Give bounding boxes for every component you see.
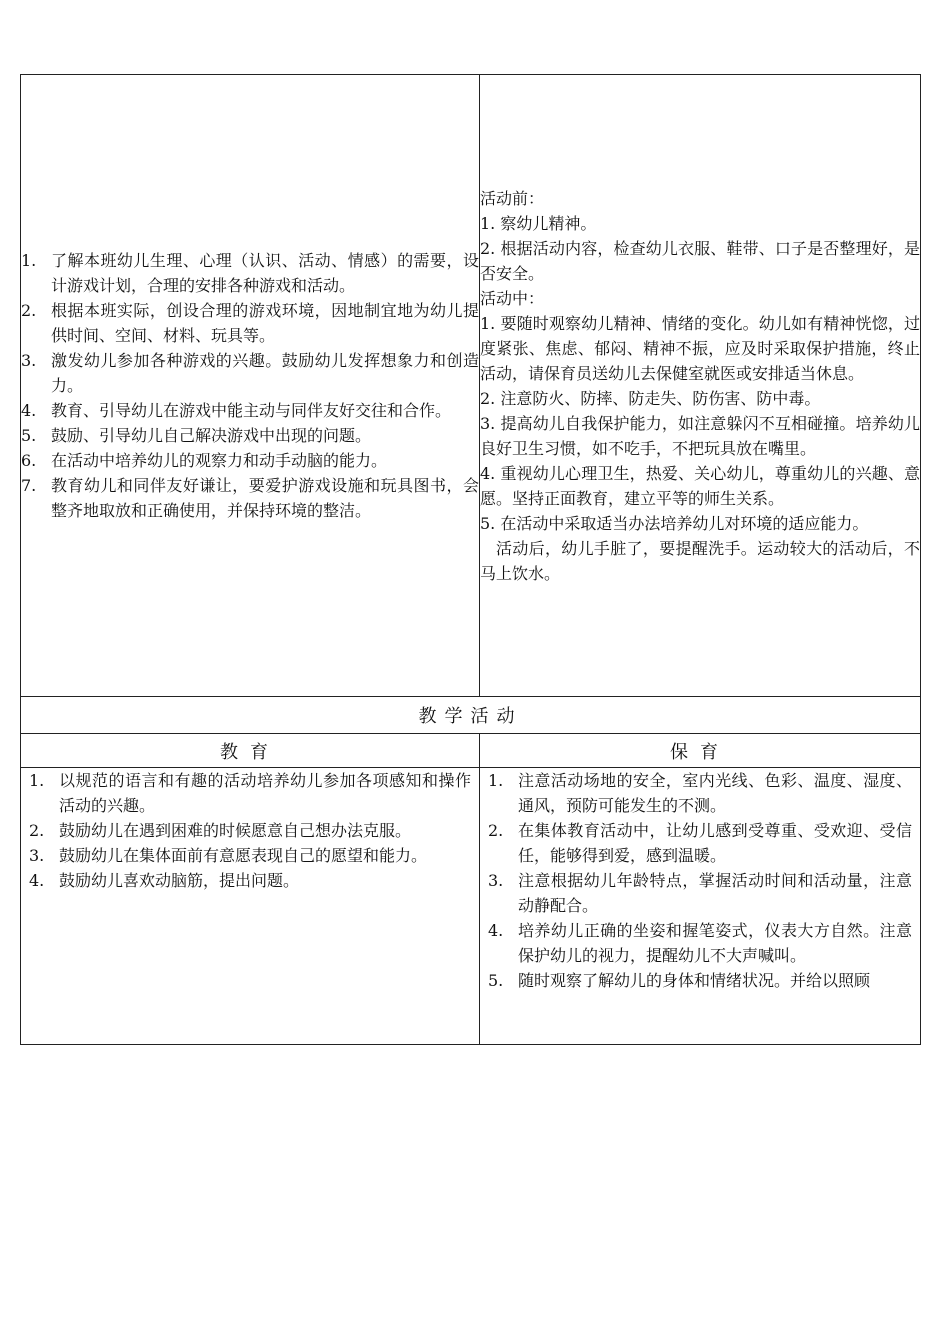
care-paragraph: 5. 在活动中采取适当办法培养幼儿对环境的适应能力。 <box>480 513 869 533</box>
care-paragraph: 2. 根据活动内容，检查幼儿衣服、鞋带、口子是否整理好，是否安全。 <box>480 238 920 283</box>
care-paragraph: 3. 提高幼儿自我保护能力，如注意躲闪不互相碰撞。培养幼儿良好卫生习惯，如不吃手，不把玩具放在嘴里。 <box>480 413 920 458</box>
during-heading: 活动中： <box>480 288 545 308</box>
section-title: 教学活动 <box>21 697 921 734</box>
care-list <box>488 768 912 993</box>
list-item: 5. 随时观察了解幼儿的身体和情绪状况。并给以照顾 <box>488 971 871 990</box>
list-item: 5. 鼓励、引导幼儿自己解决游戏中出现的问题。 <box>21 426 372 445</box>
game-goals-cell <box>21 75 480 697</box>
list-item: 1. 了解本班幼儿生理、心理（认识、活动、情感）的需要，设计游戏计划，合理的安排各种游戏和活动。 <box>21 251 479 295</box>
list-item: 2. 根据本班实际，创设合理的游戏环境，因地制宜地为幼儿提供时间、空间、材料、玩具等。 <box>21 301 479 345</box>
list-item: 3. 鼓励幼儿在集体面前有意愿表现自己的愿望和能力。 <box>29 846 428 865</box>
care-cell <box>480 768 921 1045</box>
education-cell <box>21 768 480 1045</box>
list-item: 2. 鼓励幼儿在遇到困难的时候愿意自己想办法克服。 <box>29 821 412 840</box>
after-paragraph: 活动后，幼儿手脏了，要提醒洗手。运动较大的活动后，不马上饮水。 <box>480 538 920 583</box>
list-item: 1. 注意活动场地的安全，室内光线、色彩、温度、湿度、通风，预防可能发生的不测。 <box>488 771 912 815</box>
game-goals-list <box>21 248 479 523</box>
before-heading: 活动前： <box>480 188 545 208</box>
list-item: 3. 注意根据幼儿年龄特点，掌握活动时间和活动量，注意动静配合。 <box>488 871 912 915</box>
care-paragraph: 2. 注意防火、防摔、防走失、防伤害、防中毒。 <box>480 388 821 408</box>
education-list <box>29 768 471 893</box>
list-item: 2. 在集体教育活动中，让幼儿感到受尊重、受欢迎、受信任，能够得到爱，感到温暖。 <box>488 821 912 865</box>
care-paragraph: 4. 重视幼儿心理卫生，热爱、关心幼儿，尊重幼儿的兴趣、意愿。坚持正面教育，建立平等的师生关系。 <box>480 463 920 508</box>
list-item: 4. 鼓励幼儿喜欢动脑筋，提出问题。 <box>29 871 300 890</box>
education-header: 教育 <box>21 734 480 768</box>
care-paragraph: 1. 要随时观察幼儿精神、情绪的变化。幼儿如有精神恍惚，过度紧张、焦虑、郁闷、精神不振，应及时采取保护措施，终止活动，请保育员送幼儿去保健室就医或安排适当休息。 <box>480 313 920 383</box>
list-item: 4. 培养幼儿正确的坐姿和握笔姿式，仪表大方自然。注意保护幼儿的视力，提醒幼儿不大声喊叫。 <box>488 921 912 965</box>
game-care-cell <box>480 75 921 697</box>
care-paragraph: 1. 察幼儿精神。 <box>480 213 597 233</box>
care-header: 保育 <box>480 734 921 768</box>
list-item: 7. 教育幼儿和同伴友好谦让，要爱护游戏设施和玩具图书，会整齐地取放和正确使用，并保持环境的整洁。 <box>21 476 479 520</box>
list-item: 3. 激发幼儿参加各种游戏的兴趣。鼓励幼儿发挥想象力和创造力。 <box>21 351 479 395</box>
list-item: 6. 在活动中培养幼儿的观察力和动手动脑的能力。 <box>21 451 388 470</box>
list-item: 4. 教育、引导幼儿在游戏中能主动与同伴友好交往和合作。 <box>21 401 452 420</box>
list-item: 1. 以规范的语言和有趣的活动培养幼儿参加各项感知和操作活动的兴趣。 <box>29 771 471 815</box>
activity-table <box>20 74 921 1045</box>
